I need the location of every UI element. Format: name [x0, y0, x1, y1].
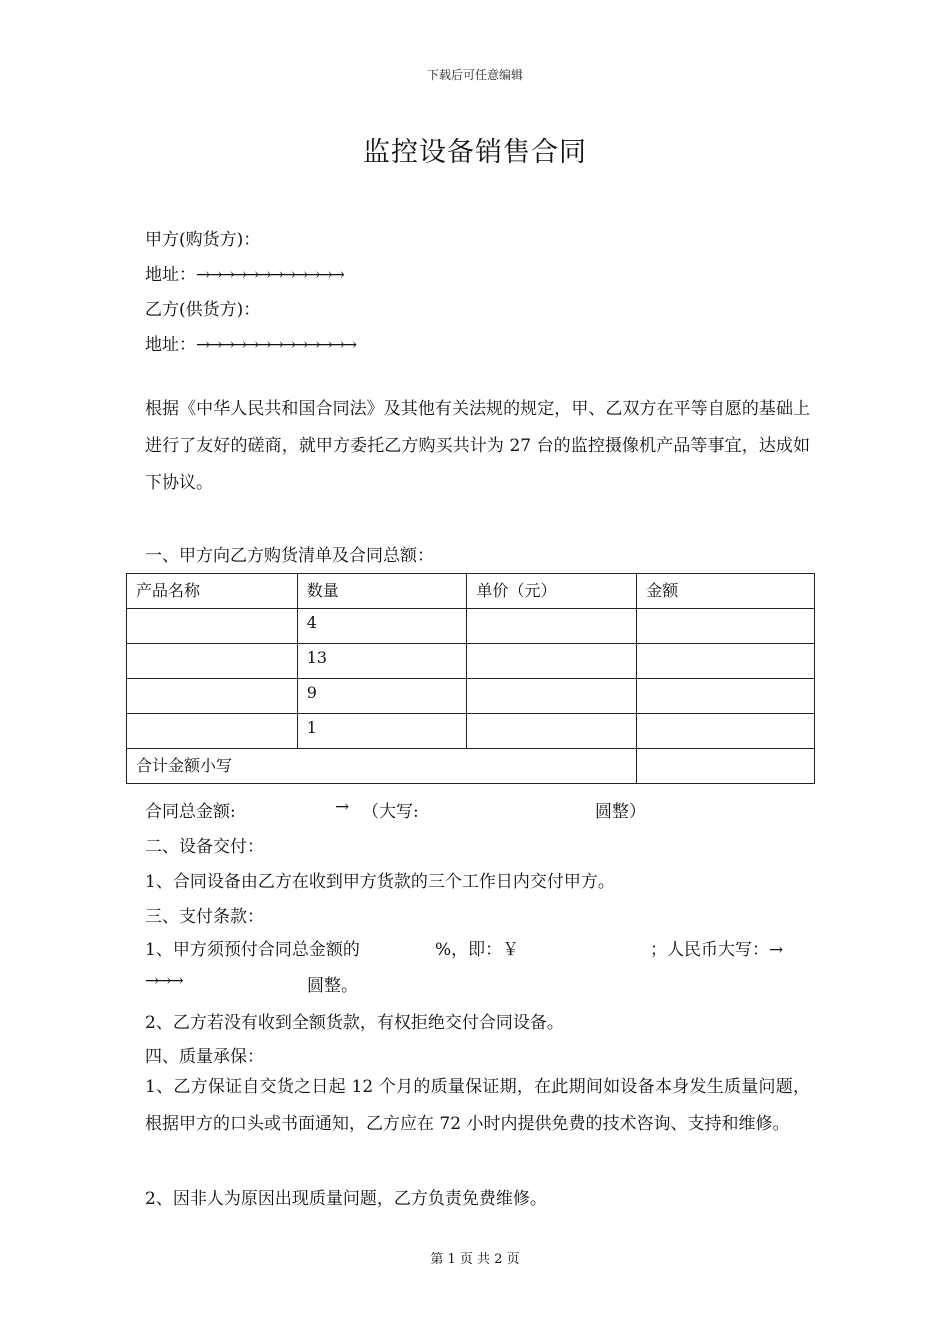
cell-unit-price: [467, 714, 637, 749]
party-b-address-value: →→→→→→→→→→→→→: [196, 335, 356, 355]
section3-item2: 2、乙方若没有收到全额货款，有权拒绝交付合同设备。: [145, 1013, 564, 1033]
cell-product-name: [127, 679, 298, 714]
section4-item2: 2、因非人为原因出现质量问题，乙方负责免费维修。: [145, 1189, 547, 1209]
cell-amount: [637, 609, 815, 644]
cell-product-name: [127, 644, 298, 679]
section3-heading: 三、支付条款：: [145, 907, 264, 927]
section3-item1-part2: %，即：￥: [435, 940, 520, 960]
intro-paragraph: 根据《中华人民共和国合同法》及其他有关法规的规定，甲、乙双方在平等自愿的基础上进行了友好的磋商，就甲方委托乙方购买共计为 27 台的监控摄像机产品等事宜，达成如下协议。: [145, 399, 810, 493]
cell-quantity: 4: [297, 609, 467, 644]
party-a-address-label: 地址：: [145, 265, 196, 285]
header-note: 下载后可任意编辑: [426, 68, 523, 82]
header-amount: 金额: [637, 574, 815, 609]
total-value: [637, 749, 815, 784]
section3-item1-line2-arrows: →→→: [145, 971, 182, 991]
party-a-label: 甲方(购货方)：: [145, 230, 261, 250]
table-total-row: [127, 749, 815, 784]
section1-heading: 一、甲方向乙方购货清单及合同总额：: [145, 546, 434, 566]
contract-total-label: 合同总金额:: [145, 802, 236, 822]
party-b-address: [145, 330, 355, 355]
cell-quantity: 1: [297, 714, 467, 749]
section2-heading: 二、设备交付：: [145, 837, 264, 857]
cell-unit-price: [467, 679, 637, 714]
header-unit-price: 单价（元）: [467, 574, 637, 609]
cell-quantity: 9: [297, 679, 467, 714]
total-label: 合计金额小写: [127, 749, 637, 784]
section3-item1-part1: 1、甲方须预付合同总金额的: [145, 940, 360, 960]
section3-item1-part3: ；人民币大写：→: [650, 940, 784, 960]
cell-amount: [637, 679, 815, 714]
cell-unit-price: [467, 609, 637, 644]
table-row: [127, 714, 815, 749]
party-b-label: 乙方(供货方)：: [145, 300, 261, 320]
party-a-address-value: →→→→→→→→→→→→: [196, 265, 343, 285]
header-product-name: 产品名称: [127, 574, 298, 609]
party-a-address: [145, 260, 343, 285]
section3-item1-line2-suffix: 圆整。: [307, 976, 358, 996]
contract-total-capital-suffix: 圆整）: [595, 802, 646, 822]
table-header-row: [127, 574, 815, 609]
contract-total-capital-label: （大写:: [362, 802, 419, 822]
purchase-table: [126, 573, 815, 784]
table-row: [127, 679, 815, 714]
page-footer: 第 1 页 共 2 页: [430, 1252, 520, 1267]
cell-amount: [637, 714, 815, 749]
cell-product-name: [127, 714, 298, 749]
table-row: [127, 644, 815, 679]
document-title: 监控设备销售合同: [363, 137, 587, 168]
cell-amount: [637, 644, 815, 679]
cell-product-name: [127, 609, 298, 644]
cell-quantity: 13: [297, 644, 467, 679]
cell-unit-price: [467, 644, 637, 679]
section4-item1: 1、乙方保证自交货之日起 12 个月的质量保证期，在此期间如设备本身发生质量问题，根据甲方的口头或书面通知，乙方应在 72 小时内提供免费的技术咨询、支持和维修。: [145, 1077, 810, 1134]
contract-total-arrow: →: [335, 797, 350, 817]
party-b-address-label: 地址：: [145, 335, 196, 355]
section2-item1: 1、合同设备由乙方在收到甲方货款的三个工作日内交付甲方。: [145, 872, 615, 892]
header-quantity: 数量: [297, 574, 467, 609]
table-row: [127, 609, 815, 644]
section4-heading: 四、质量承保：: [145, 1047, 264, 1067]
